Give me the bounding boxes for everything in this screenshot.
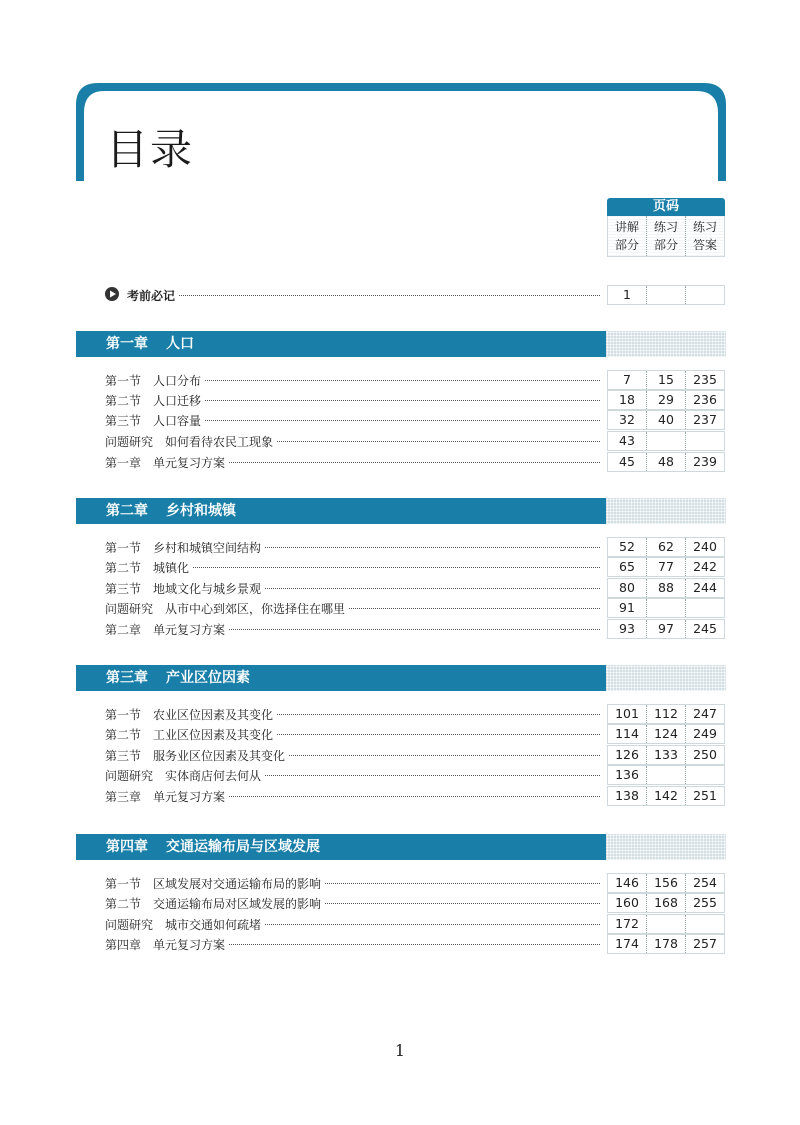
preface-title: 考前必记 <box>127 287 178 304</box>
page-cell: 255 <box>693 895 717 910</box>
toc-entry[interactable]: 第一节 人口分布 7 15 235 <box>105 370 725 390</box>
page-cell: 160 <box>608 894 647 912</box>
page-cell <box>647 915 686 933</box>
page-cell: 254 <box>693 875 717 890</box>
page-cell: 52 <box>608 538 647 556</box>
page-code-column: 讲解 部分 <box>608 216 647 256</box>
page-code-legend <box>607 198 725 257</box>
page-cell: 142 <box>647 787 686 805</box>
page-cell <box>647 286 686 304</box>
page-cell: 136 <box>608 766 647 784</box>
toc-entry[interactable]: 问题研究 城市交通如何疏堵 172 <box>105 914 725 934</box>
page-cell: 40 <box>647 411 686 429</box>
page-cell: 48 <box>647 453 686 471</box>
page-cell <box>686 915 724 933</box>
page-cell: 124 <box>647 725 686 743</box>
page-cell: 43 <box>608 432 647 450</box>
page-cell: 7 <box>608 371 647 389</box>
toc-entry[interactable]: 第一节 乡村和城镇空间结构 52 62 240 <box>105 537 725 557</box>
page-cell: 251 <box>693 788 717 803</box>
toc-entry[interactable]: 问题研究 从市中心到郊区，你选择住在哪里 91 <box>105 598 725 618</box>
page-code-title: 页码 <box>607 198 725 216</box>
page-cell <box>686 599 724 617</box>
page-cell: 174 <box>608 935 647 953</box>
page-cell: 156 <box>647 874 686 892</box>
page-cell: 244 <box>693 580 717 595</box>
page-cell: 168 <box>647 894 686 912</box>
page-title: 目录 <box>106 125 195 174</box>
page-cell: 18 <box>608 391 647 409</box>
page-number: 1 <box>394 1041 406 1060</box>
chapter-header[interactable]: 第四章 交通运输布局与区域发展 <box>76 834 726 860</box>
page-cell <box>686 766 724 784</box>
chapter-header[interactable]: 第一章 人口 <box>76 331 726 357</box>
toc-entry[interactable]: 第三节 服务业区位因素及其变化 126 133 250 <box>105 745 725 765</box>
page-cell: 239 <box>693 454 717 469</box>
page-cell: 114 <box>608 725 647 743</box>
page-cell <box>647 766 686 784</box>
page-cell: 126 <box>608 746 647 764</box>
preface-entry[interactable] <box>105 285 725 305</box>
page-cell: 65 <box>608 558 647 576</box>
page-cell: 77 <box>647 558 686 576</box>
page-cell <box>686 286 724 304</box>
page-cell: 15 <box>647 371 686 389</box>
page-cell: 172 <box>608 915 647 933</box>
page-cell: 235 <box>693 372 717 387</box>
page-code-column: 练习 部分 <box>647 216 686 256</box>
toc-entry[interactable]: 第二章 单元复习方案 93 97 245 <box>105 619 725 639</box>
toc-entry[interactable]: 问题研究 如何看待农民工现象 43 <box>105 431 725 451</box>
toc-entry[interactable]: 问题研究 实体商店何去何从 136 <box>105 765 725 785</box>
toc-entry[interactable]: 第一节 农业区位因素及其变化 101 112 247 <box>105 704 725 724</box>
page-cell <box>686 432 724 450</box>
page-cell: 146 <box>608 874 647 892</box>
page-cell: 88 <box>647 579 686 597</box>
page-cell: 249 <box>693 726 717 741</box>
page-cell <box>647 432 686 450</box>
page-cell: 138 <box>608 787 647 805</box>
page-cell: 247 <box>693 706 717 721</box>
page-cell: 236 <box>693 392 717 407</box>
page-cell: 91 <box>608 599 647 617</box>
toc-entry[interactable]: 第二节 交通运输布局对区域发展的影响 160 168 255 <box>105 893 725 913</box>
toc-entry[interactable]: 第三章 单元复习方案 138 142 251 <box>105 786 725 806</box>
page-cell: 97 <box>647 620 686 638</box>
page-cell: 1 <box>608 286 647 304</box>
page-cell: 32 <box>608 411 647 429</box>
header-banner <box>76 83 726 181</box>
page-cell: 242 <box>693 559 717 574</box>
page-code-column: 练习 答案 <box>692 220 717 252</box>
chapter-header[interactable]: 第二章 乡村和城镇 <box>76 498 726 524</box>
page-cell: 45 <box>608 453 647 471</box>
toc-entry[interactable]: 第三节 地域文化与城乡景观 80 88 244 <box>105 578 725 598</box>
page-cell: 240 <box>693 539 717 554</box>
page-cell: 80 <box>608 579 647 597</box>
page-cell: 250 <box>693 747 717 762</box>
toc-entry[interactable]: 第二节 人口迁移 18 29 236 <box>105 390 725 410</box>
toc-entry[interactable]: 第二节 工业区位因素及其变化 114 124 249 <box>105 724 725 744</box>
page-cell: 29 <box>647 391 686 409</box>
page-cell: 178 <box>647 935 686 953</box>
page-cell <box>647 599 686 617</box>
toc-entry[interactable]: 第一章 单元复习方案 45 48 239 <box>105 452 725 472</box>
toc-entry[interactable]: 第一节 区域发展对交通运输布局的影响 146 156 254 <box>105 873 725 893</box>
page-cell: 257 <box>693 936 717 951</box>
page-cell: 101 <box>608 705 647 723</box>
chapter-header[interactable]: 第三章 产业区位因素 <box>76 665 726 691</box>
toc-entry[interactable]: 第三节 人口容量 32 40 237 <box>105 410 725 430</box>
page-cell: 237 <box>693 412 717 427</box>
toc-entry[interactable]: 第四章 单元复习方案 174 178 257 <box>105 934 725 954</box>
page-cell: 245 <box>693 621 717 636</box>
page-cell: 133 <box>647 746 686 764</box>
page-cell: 93 <box>608 620 647 638</box>
page-cell: 62 <box>647 538 686 556</box>
page-cell: 112 <box>647 705 686 723</box>
toc-entry[interactable]: 第二节 城镇化 65 77 242 <box>105 557 725 577</box>
